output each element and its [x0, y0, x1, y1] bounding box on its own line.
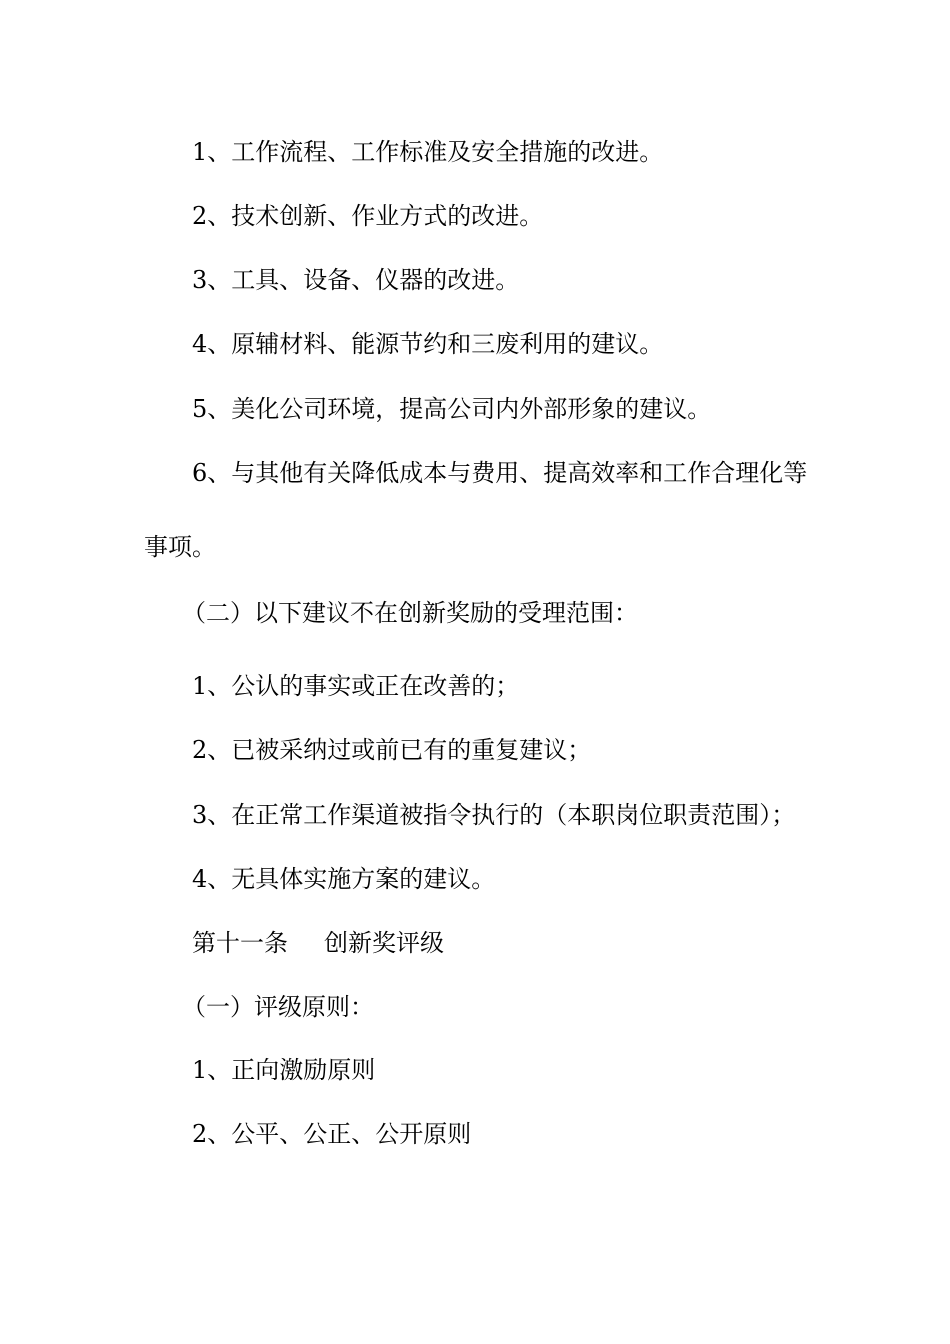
- exclusion-item-2: 2、已被采纳过或前已有的重复建议；: [192, 736, 592, 764]
- paragraph-item-2: 2、技术创新、作业方式的改进。: [192, 202, 544, 230]
- subsection-heading-1: （一）评级原则：: [182, 993, 374, 1021]
- paragraph-item-6: 6、与其他有关降低成本与费用、提高效率和工作合理化等: [192, 459, 808, 487]
- article-heading: [192, 927, 444, 959]
- paragraph-item-4: 4、原辅材料、能源节约和三废利用的建议。: [192, 330, 664, 358]
- paragraph-item-1: 1、工作流程、工作标准及安全措施的改进。: [192, 138, 664, 166]
- article-title: 创新奖评级: [324, 929, 444, 957]
- exclusion-item-4: 4、无具体实施方案的建议。: [192, 865, 496, 893]
- principle-item-1: 1、正向激励原则: [192, 1056, 376, 1084]
- principle-item-2: 2、公平、公正、公开原则: [192, 1120, 472, 1148]
- exclusion-item-3: 3、在正常工作渠道被指令执行的（本职岗位职责范围）；: [192, 801, 796, 829]
- paragraph-item-3: 3、工具、设备、仪器的改进。: [192, 266, 520, 294]
- paragraph-item-5: 5、美化公司环境，提高公司内外部形象的建议。: [192, 395, 712, 423]
- subsection-heading-2: （二）以下建议不在创新奖励的受理范围：: [182, 599, 638, 627]
- paragraph-item-6-continued: 事项。: [144, 533, 216, 561]
- exclusion-item-1: 1、公认的事实或正在改善的；: [192, 672, 520, 700]
- article-number: 第十一条: [192, 929, 288, 957]
